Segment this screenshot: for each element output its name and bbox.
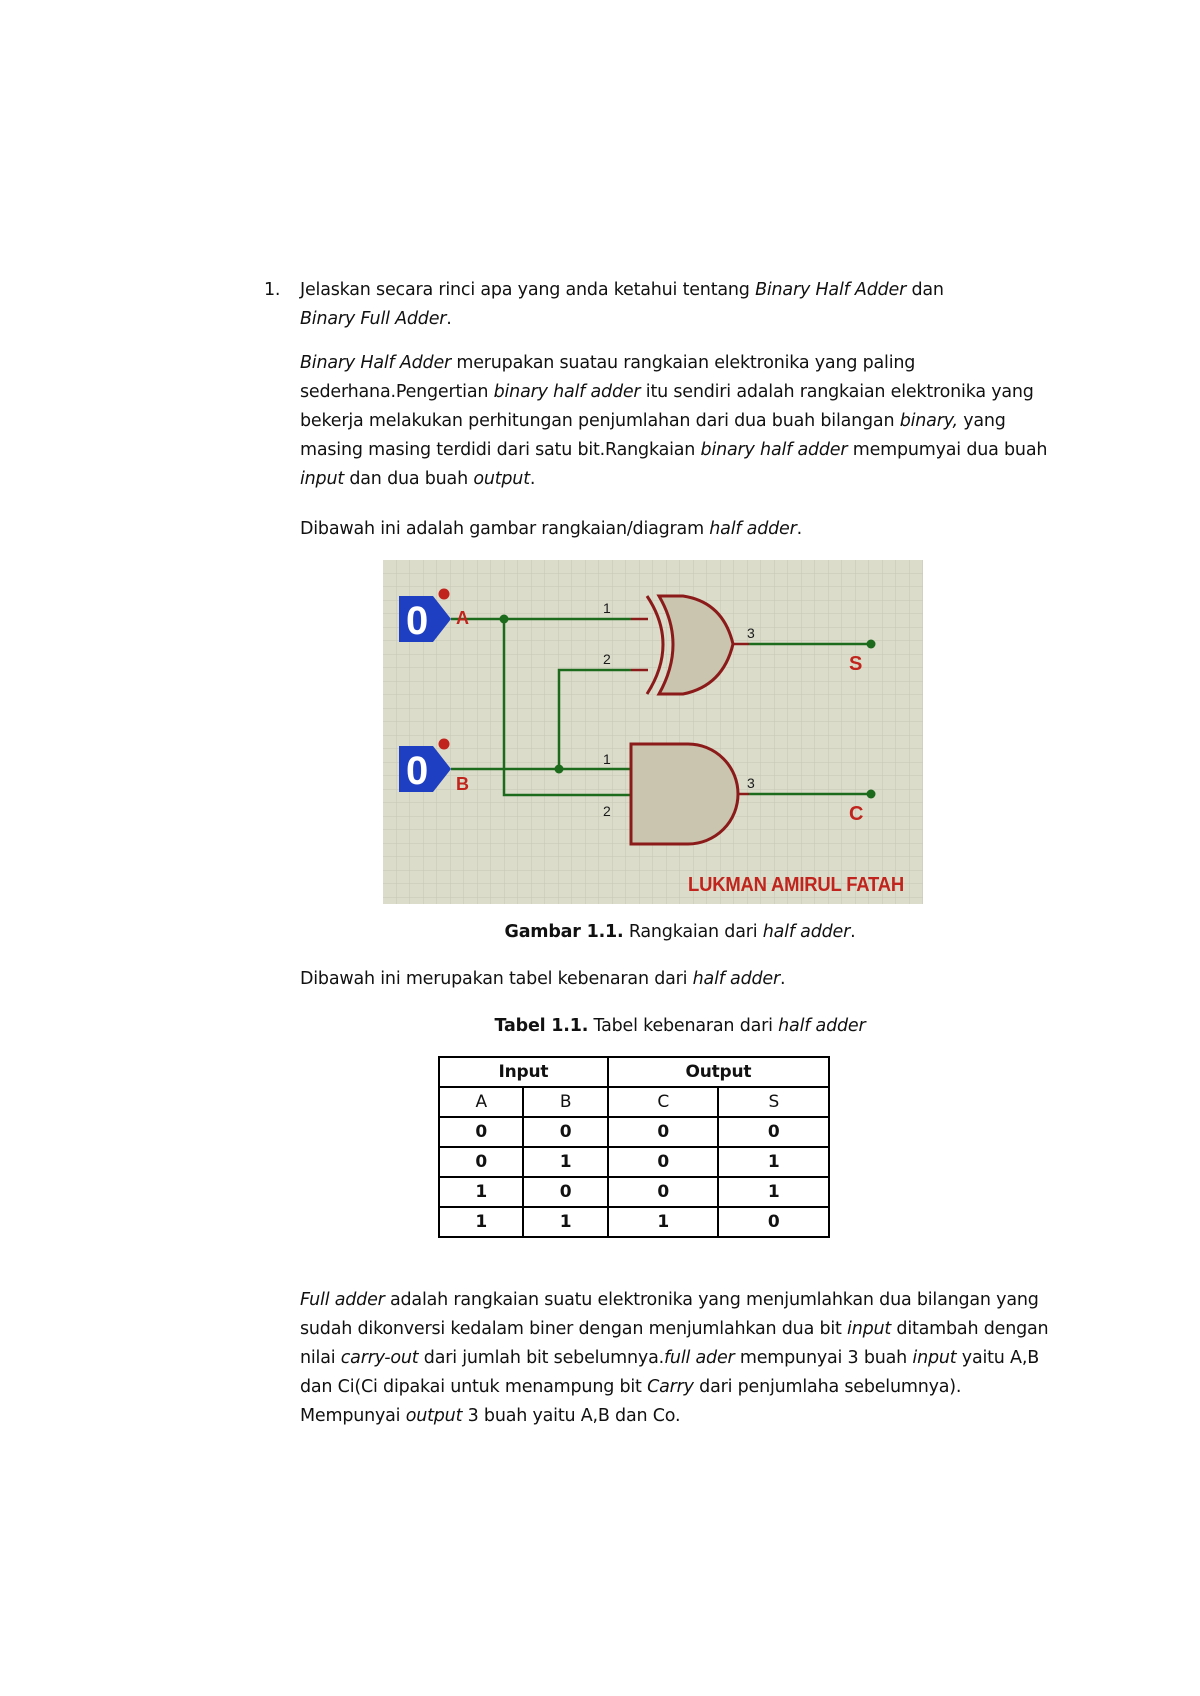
output-terminal-s	[867, 640, 876, 649]
table-cell: 1	[718, 1177, 829, 1207]
table-caption: Tabel 1.1. Tabel kebenaran dari half adder	[494, 1016, 866, 1036]
table-cell: 0	[718, 1117, 829, 1147]
table-cell: 0	[608, 1117, 719, 1147]
author-name: LUKMAN AMIRUL FATAH	[688, 874, 904, 896]
table-intro: Dibawah ini merupakan tabel kebenaran dari half adder.	[300, 969, 786, 989]
half-adder-circuit-diagram	[383, 560, 923, 904]
question-text: Jelaskan secara rinci apa yang anda ketahui tentang Binary Half Adder dan Binary Full Adder.	[300, 280, 944, 329]
table-cell: 0	[439, 1147, 523, 1177]
table-row	[439, 1207, 829, 1237]
junction-dot	[500, 615, 509, 624]
and-pin-1: 1	[603, 751, 611, 767]
table-cell: 1	[439, 1207, 523, 1237]
figure-intro: Dibawah ini adalah gambar rangkaian/diagram half adder.	[300, 519, 802, 539]
and-gate	[631, 744, 738, 844]
xor-pin-3: 3	[747, 625, 755, 641]
input-b-label: B	[456, 774, 469, 794]
table-cell: 0	[718, 1207, 829, 1237]
probe-dot	[439, 739, 450, 750]
table-cell: 0	[608, 1147, 719, 1177]
output-terminal-c	[867, 790, 876, 799]
table-cell: 1	[608, 1207, 719, 1237]
column-header: A	[439, 1087, 523, 1117]
xor-pin-2: 2	[603, 651, 611, 667]
column-header: S	[718, 1087, 829, 1117]
output-c-label: C	[849, 803, 864, 825]
table-cell: 1	[439, 1177, 523, 1207]
truth-table	[438, 1056, 830, 1238]
table-cell: 1	[523, 1207, 607, 1237]
table-group-header	[439, 1057, 829, 1087]
table-cell: 1	[718, 1147, 829, 1177]
xor-pin-1: 1	[603, 600, 611, 616]
probe-dot	[439, 589, 450, 600]
output-s-label: S	[849, 653, 863, 675]
table-cell: 1	[523, 1147, 607, 1177]
table-cell: 0	[608, 1177, 719, 1207]
input-a-label: A	[456, 608, 469, 628]
group-output-header: Output	[608, 1057, 829, 1087]
figure-caption: Gambar 1.1. Rangkaian dari half adder.	[504, 922, 856, 942]
table-row	[439, 1117, 829, 1147]
and-pin-2: 2	[603, 803, 611, 819]
table-cell: 0	[439, 1117, 523, 1147]
column-header: B	[523, 1087, 607, 1117]
group-input-header: Input	[439, 1057, 608, 1087]
column-header: C	[608, 1087, 719, 1117]
table-row	[439, 1147, 829, 1177]
input-b-value: 0	[405, 749, 429, 793]
table-column-header	[439, 1087, 829, 1117]
list-number: 1.	[264, 280, 281, 300]
full-adder-paragraph: Full adder adalah rangkaian suatu elektronika yang menjumlahkan dua bilangan yang sudah dikonversi kedalam biner dengan menjumlahkan dua bit input ditambah dengan nilai carry-out dari jumlah bit sebelumnya.full ader mempunyai 3 buah input yaitu A,B dan Ci(Ci dipakai untuk menampung bit Carry dari penjumlaha sebelumnya). Mempunyai output 3 buah yaitu A,B dan Co.	[300, 1290, 1049, 1426]
table-cell: 0	[523, 1177, 607, 1207]
junction-dot	[555, 765, 564, 774]
input-a-value: 0	[405, 599, 429, 643]
table-cell: 0	[523, 1117, 607, 1147]
half-adder-paragraph: Binary Half Adder merupakan suatau rangkaian elektronika yang paling sederhana.Pengertian binary half adder itu sendiri adalah rangkaian elektronika yang bekerja melakukan perhitungan penjumlahan dari dua buah bilangan binary, yang masing masing terdidi dari satu bit.Rangkaian binary half adder mempumyai dua buah input dan dua buah output.	[300, 353, 1048, 489]
and-pin-3: 3	[747, 775, 755, 791]
table-row	[439, 1177, 829, 1207]
